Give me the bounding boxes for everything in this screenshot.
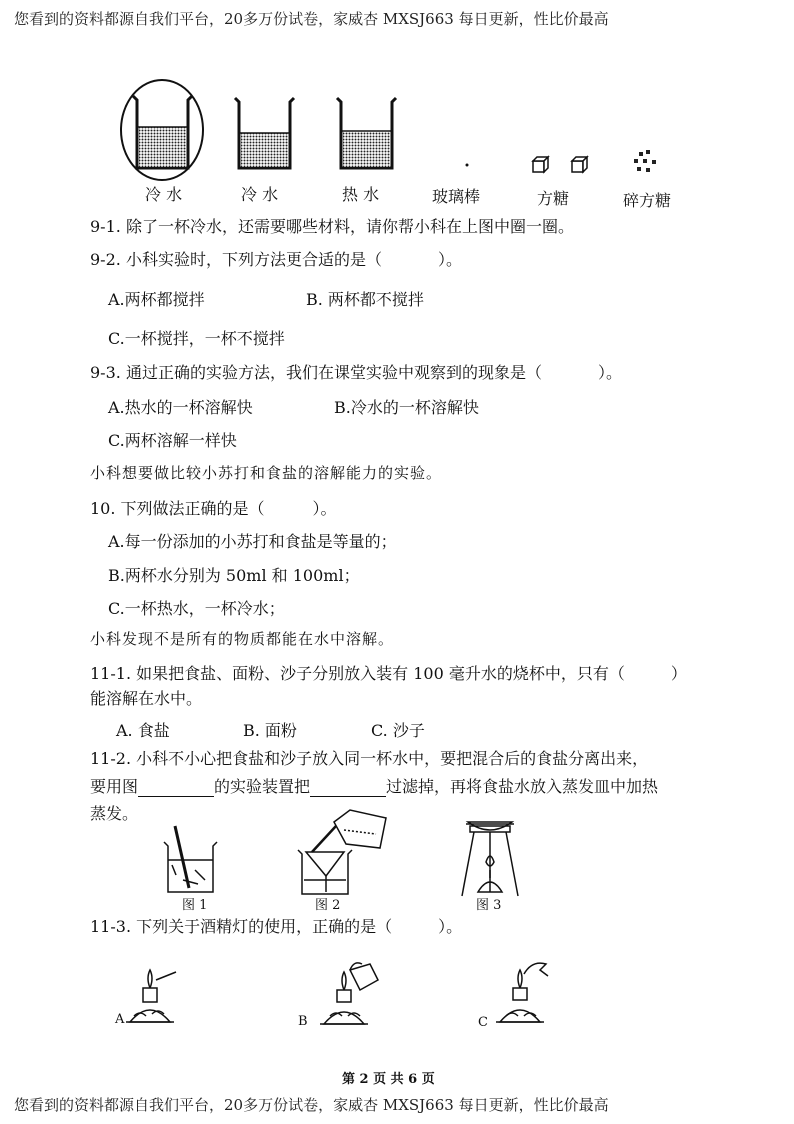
question-close: ）。 — [437, 250, 462, 269]
option-a: A.每一份添加的小苏打和食盐是等量的； — [108, 532, 397, 551]
question-stem: 10. 下列做法正确的是（ — [90, 499, 265, 518]
question-9-2 — [90, 247, 462, 270]
substance-blank[interactable] — [310, 780, 386, 797]
figure-3-evaporation — [462, 822, 518, 896]
question-close: ）。 — [312, 499, 337, 518]
lamp-b — [320, 963, 378, 1024]
option-a: A.热水的一杯溶解快 — [108, 398, 253, 417]
option-a: A.两杯都搅拌 — [108, 290, 205, 309]
text-part: 的实验装置把 — [214, 777, 311, 796]
option-a: A. 食盐 — [116, 721, 170, 740]
page-number: 第 2 页 共 6 页 — [342, 1072, 435, 1087]
figure-1-label: 图 1 — [182, 898, 208, 913]
question-11-2-line3: 蒸发。 — [90, 804, 139, 823]
text-part: 过滤掉，再将食盐水放入蒸发皿中加热 — [386, 777, 659, 796]
question-stem: 9-2. 小科实验时，下列方法更合适的是（ — [90, 250, 382, 269]
figure-1-stirring — [164, 826, 217, 892]
bottom-banner: 您看到的资料都源自我们平台，20多万份试卷，家威杏 MXSJ663 每日更新，性比价最高 — [14, 1096, 609, 1114]
question-11-2-line2 — [90, 774, 658, 797]
sugar-cube-1 — [533, 157, 548, 172]
context-note-2: 小科发现不是所有的物质都能在水中溶解。 — [90, 630, 395, 648]
question-close: ）。 — [597, 363, 622, 382]
figure-2-label: 图 2 — [315, 898, 341, 913]
question-stem: 9-3. 通过正确的实验方法，我们在课堂实验中观察到的现象是（ — [90, 363, 542, 382]
label-glass-rod: 玻璃棒 — [432, 187, 481, 206]
label-sugar-cube: 方糖 — [537, 189, 570, 208]
question-close: ） — [670, 664, 687, 683]
glass-rod — [466, 164, 469, 167]
label-crushed-sugar: 碎方糖 — [623, 191, 672, 210]
sugar-cube-2 — [572, 157, 587, 172]
question-stem: 11-1. 如果把食盐、面粉、沙子分别放入装有 100 毫升水的烧杯中，只有（ — [90, 664, 625, 683]
lab-apparatus-figures — [0, 800, 794, 920]
beaker-cold-water-2 — [235, 98, 294, 168]
question-9-1: 9-1. 除了一杯冷水，还需要哪些材料，请你帮小科在上图中圈一圈。 — [90, 217, 574, 236]
beaker-hot-water — [337, 98, 396, 168]
lamp-a-label: A — [115, 1012, 125, 1027]
question-11-3 — [90, 914, 462, 937]
lamp-c — [496, 963, 548, 1022]
materials-illustration — [0, 0, 794, 200]
lamp-c-label: C — [478, 1015, 488, 1030]
option-b: B.两杯水分别为 50ml 和 100ml； — [108, 566, 360, 585]
question-11-2-line1: 11-2. 小科不小心把食盐和沙子放入同一杯水中，要把混合后的食盐分离出来， — [90, 749, 649, 768]
question-10 — [90, 496, 337, 519]
figure-2-filtration — [298, 810, 386, 894]
option-c: C.一杯搅拌，一杯不搅拌 — [108, 329, 285, 348]
question-11-1-line1 — [90, 661, 687, 684]
option-b: B. 面粉 — [243, 721, 297, 740]
top-banner: 您看到的资料都源自我们平台，20多万份试卷，家威杏 MXSJ663 每日更新，性比价最高 — [14, 10, 609, 28]
figure-blank[interactable] — [138, 780, 214, 797]
context-note-1: 小科想要做比较小苏打和食盐的溶解能力的实验。 — [90, 464, 443, 482]
option-c: C. 沙子 — [371, 721, 425, 740]
question-close: ）。 — [438, 917, 463, 936]
label-cold-water-1: 冷 水 — [145, 185, 183, 204]
option-c: C.两杯溶解一样快 — [108, 431, 237, 450]
label-hot-water: 热 水 — [342, 185, 380, 204]
option-b: B.冷水的一杯溶解快 — [334, 398, 479, 417]
text-part: 要用图 — [90, 777, 139, 796]
option-c: C.一杯热水，一杯冷水； — [108, 599, 285, 618]
question-9-3 — [90, 360, 622, 383]
crushed-sugar — [634, 150, 656, 172]
label-cold-water-2: 冷 水 — [241, 185, 279, 204]
figure-3-label: 图 3 — [476, 898, 502, 913]
question-11-1-line2: 能溶解在水中。 — [90, 689, 203, 708]
lamp-a — [126, 970, 176, 1022]
question-stem: 11-3. 下列关于酒精灯的使用，正确的是（ — [90, 917, 393, 936]
option-b: B. 两杯都不搅拌 — [306, 290, 424, 309]
lamp-b-label: B — [298, 1014, 308, 1029]
beaker-cold-water-1 — [133, 96, 192, 168]
